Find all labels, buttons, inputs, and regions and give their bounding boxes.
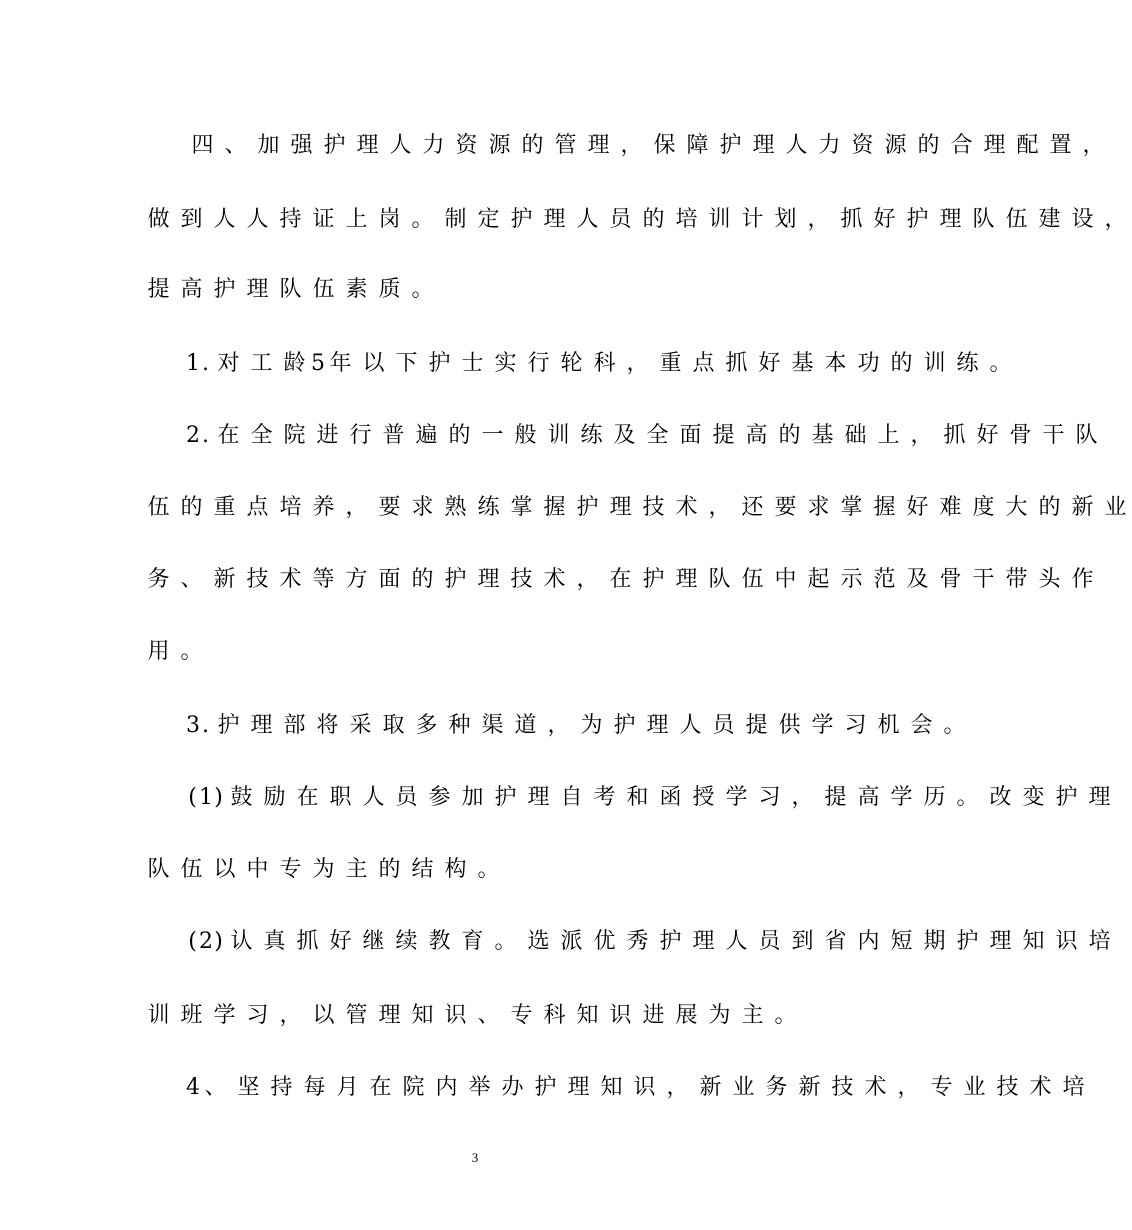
text-line: 提 高 护 理 队 伍 素 质 。 [147, 277, 434, 302]
text-line: 训 班 学 习 ， 以 管 理 知 识 、 专 科 知 识 进 展 为 主 。 [147, 1003, 797, 1028]
text-line: 伍 的 重 点 培 养 ， 要 求 熟 练 掌 握 护 理 技 术 ， 还 要 求 掌 握 好 难 度 大 的 新 业 [147, 495, 1127, 520]
page-number: 3 [471, 1150, 479, 1165]
text-line: 2 . 在 全 院 进 行 普 遍 的 一 般 训 练 及 全 面 提 高 的 基 础 上 ， 抓 好 骨 干 队 [186, 423, 1098, 448]
text-line: 1 . 对 工 龄 5 年 以 下 护 士 实 行 轮 科 ， 重 点 抓 好 基 本 功 的 训 练 。 [186, 351, 1012, 376]
text-line: 队 伍 以 中 专 为 主 的 结 构 。 [147, 857, 500, 882]
text-line: 4 、 坚 持 每 月 在 院 内 举 办 护 理 知 识 ， 新 业 务 新 技 术 ， 专 业 技 术 培 [186, 1075, 1085, 1100]
text-line: 3 . 护 理 部 将 采 取 多 种 渠 道 ， 为 护 理 人 员 提 供 学 习 机 会 。 [186, 713, 966, 738]
text-line: ( 2 ) 认 真 抓 好 继 续 教 育 。 选 派 优 秀 护 理 人 员 到 省 内 短 期 护 理 知 识 培 [188, 929, 1111, 954]
text-line: 务 、 新 技 术 等 方 面 的 护 理 技 术 ， 在 护 理 队 伍 中 起 示 范 及 骨 干 带 头 作 [147, 567, 1094, 592]
text-line: 用 。 [147, 639, 203, 664]
text-line: 做 到 人 人 持 证 上 岗 。 制 定 护 理 人 员 的 培 训 计 划 ， 抓 好 护 理 队 伍 建 设 ， [147, 207, 1127, 232]
text-line: ( 1 ) 鼓 励 在 职 人 员 参 加 护 理 自 考 和 函 授 学 习 ， 提 高 学 历 。 改 变 护 理 [188, 785, 1111, 810]
text-line: 四 、 加 强 护 理 人 力 资 源 的 管 理 ， 保 障 护 理 人 力 资 源 的 合 理 配 置 ， [191, 133, 1105, 158]
